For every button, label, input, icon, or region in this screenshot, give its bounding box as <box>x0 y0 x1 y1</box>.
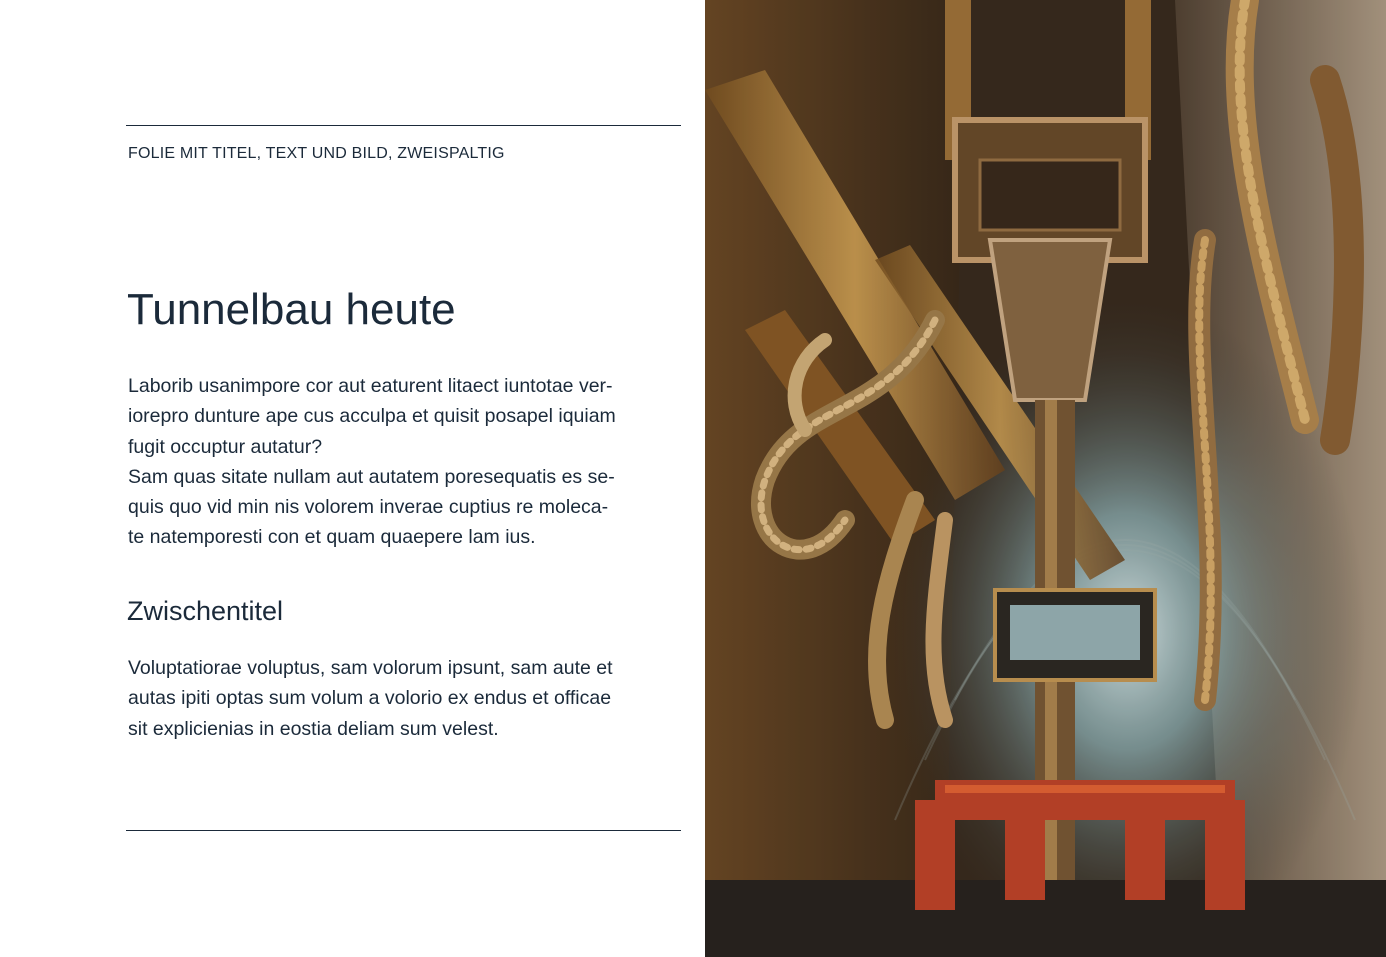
body-line: Sam quas sitate nullam aut autatem poresequatis es se- <box>128 465 615 488</box>
section-line: sit explicienias in eostia deliam sum velest. <box>128 717 499 740</box>
tunnel-drilling-rig-photo <box>705 0 1386 957</box>
body-line: fugit occuptur autatur? <box>128 435 323 458</box>
slide-kicker: FOLIE MIT TITEL, TEXT UND BILD, ZWEISPALTIG <box>128 145 505 162</box>
section-line: autas ipiti optas sum volum a volorio ex endus et officae <box>128 687 612 710</box>
body-line: Laborib usanimpore cor aut eaturent litaect iuntotae ver- <box>128 375 613 397</box>
section-text <box>128 653 688 744</box>
top-divider <box>126 125 681 126</box>
body-line: te natemporesti con et quam quaepere lam ius. <box>128 526 536 549</box>
bottom-divider <box>126 830 681 831</box>
section-line: Voluptatiorae voluptus, sam volorum ipsunt, sam aute et <box>128 657 613 679</box>
body-line: iorepro dunture ape cus acculpa et quisit posapel iquiam <box>128 405 616 428</box>
slide-title: Tunnelbau heute <box>127 285 456 334</box>
body-line: quis quo vid min nis volorem inverae cuptius re moleca- <box>128 496 609 519</box>
body-text <box>128 371 688 553</box>
section-subtitle: Zwischentitel <box>127 596 284 626</box>
